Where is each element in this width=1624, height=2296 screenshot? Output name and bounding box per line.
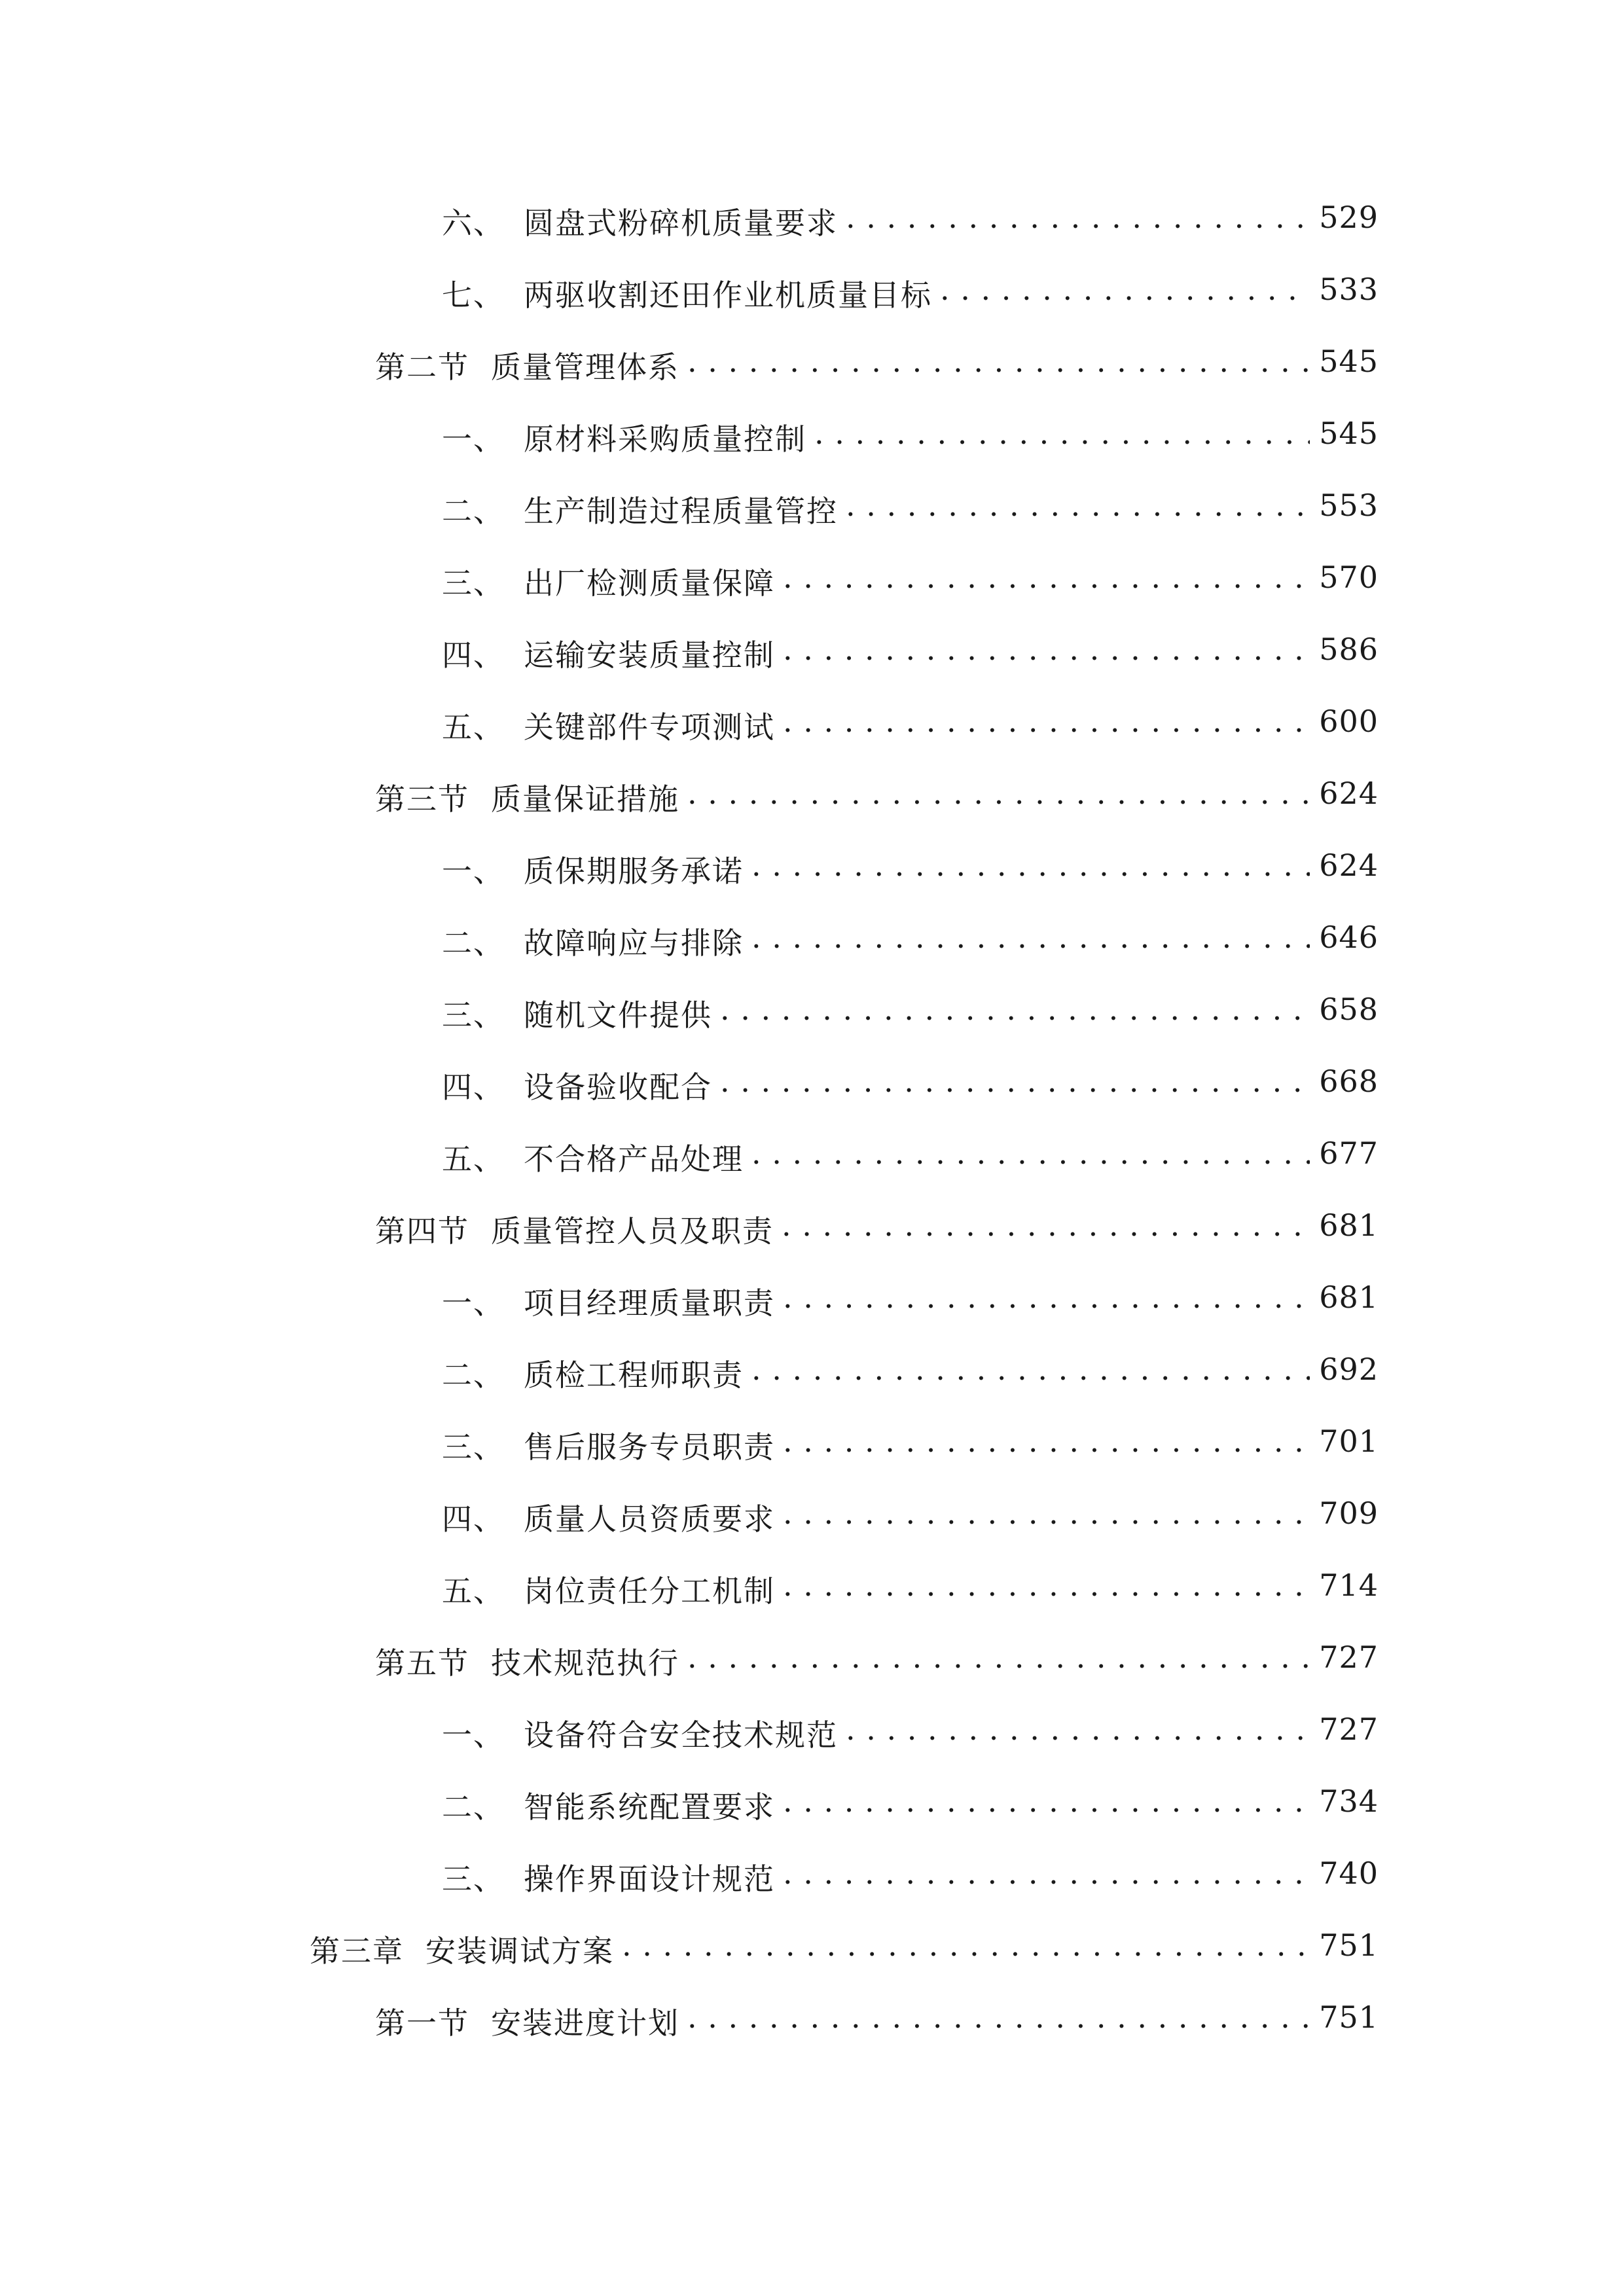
toc-entry-number: 五、 xyxy=(442,1141,505,1177)
toc-entry-number: 五、 xyxy=(442,709,505,745)
toc-entry-number: 二、 xyxy=(442,925,505,961)
toc-entry-title: 两驱收割还田作业机质量目标 xyxy=(524,278,932,313)
toc-leader-dots xyxy=(814,416,1310,451)
toc-leader-dots xyxy=(846,200,1310,235)
toc-entry-title: 项目经理质量职责 xyxy=(524,1285,775,1321)
toc-entry-page-number: 677 xyxy=(1319,1136,1379,1171)
toc-entry[interactable] xyxy=(0,1476,1624,1548)
toc-entry[interactable] xyxy=(0,1692,1624,1764)
toc-entry-page-number: 529 xyxy=(1319,200,1379,235)
toc-entry-number: 第一节 xyxy=(375,2005,469,2041)
toc-leader-dots xyxy=(751,920,1310,955)
toc-entry-title: 岗位责任分工机制 xyxy=(524,1573,775,1609)
toc-entry[interactable] xyxy=(0,1332,1624,1404)
toc-entry-page-number: 751 xyxy=(1319,2000,1379,2035)
toc-leader-dots xyxy=(940,272,1310,307)
toc-entry-page-number: 734 xyxy=(1319,1784,1379,1819)
toc-entry[interactable] xyxy=(0,1188,1624,1260)
toc-entry[interactable] xyxy=(0,972,1624,1044)
toc-entry-number: 第二节 xyxy=(375,350,469,385)
toc-leader-dots xyxy=(783,632,1310,667)
toc-entry[interactable] xyxy=(0,396,1624,468)
toc-entry-title: 出厂检测质量保障 xyxy=(524,565,775,601)
toc-entry-title: 智能系统配置要求 xyxy=(524,1789,775,1825)
toc-entry-title: 操作界面设计规范 xyxy=(524,1861,775,1897)
toc-leader-dots xyxy=(783,560,1310,595)
toc-entry-page-number: 727 xyxy=(1319,1712,1379,1747)
toc-entry-number: 二、 xyxy=(442,1789,505,1825)
toc-leader-dots xyxy=(783,1784,1310,1819)
toc-entry-number: 二、 xyxy=(442,493,505,529)
toc-entry-title: 不合格产品处理 xyxy=(524,1141,744,1177)
toc-entry[interactable] xyxy=(0,468,1624,540)
toc-leader-dots xyxy=(751,1352,1310,1387)
toc-leader-dots xyxy=(846,1712,1310,1747)
toc-entry-number: 四、 xyxy=(442,1501,505,1537)
toc-entry-title: 设备验收配合 xyxy=(524,1069,712,1105)
toc-entry-page-number: 545 xyxy=(1319,344,1379,379)
toc-entry-page-number: 701 xyxy=(1319,1424,1379,1459)
toc-entry-title: 技术规范执行 xyxy=(491,1645,679,1681)
toc-entry-number: 七、 xyxy=(442,278,505,313)
toc-entry[interactable] xyxy=(0,324,1624,396)
toc-leader-dots xyxy=(687,776,1310,811)
toc-leader-dots xyxy=(782,1208,1310,1243)
toc-entry-title: 原材料采购质量控制 xyxy=(524,422,806,457)
toc-entry[interactable] xyxy=(0,1908,1624,1980)
toc-entry-page-number: 586 xyxy=(1319,632,1379,667)
toc-entry[interactable] xyxy=(0,1116,1624,1188)
toc-leader-dots xyxy=(687,2000,1310,2035)
toc-entry-number: 第四节 xyxy=(375,1213,469,1249)
toc-entry-number: 四、 xyxy=(442,637,505,673)
toc-entry-title: 设备符合安全技术规范 xyxy=(524,1717,838,1753)
toc-entry-page-number: 553 xyxy=(1319,488,1379,523)
toc-leader-dots xyxy=(783,1568,1310,1603)
toc-entry-page-number: 751 xyxy=(1319,1928,1379,1963)
toc-entry-page-number: 545 xyxy=(1319,416,1379,451)
toc-entry-page-number: 533 xyxy=(1319,272,1379,307)
toc-entry[interactable] xyxy=(0,1260,1624,1332)
toc-entry-page-number: 740 xyxy=(1319,1856,1379,1891)
toc-entry-number: 第三章 xyxy=(310,1933,404,1969)
toc-entry[interactable] xyxy=(0,540,1624,612)
toc-entry-number: 四、 xyxy=(442,1069,505,1105)
toc-entry[interactable] xyxy=(0,612,1624,684)
toc-entry[interactable] xyxy=(0,828,1624,900)
toc-entry-title: 质量人员资质要求 xyxy=(524,1501,775,1537)
toc-leader-dots xyxy=(783,704,1310,739)
toc-entry-title: 质量保证措施 xyxy=(491,781,679,817)
toc-entry-number: 三、 xyxy=(442,1861,505,1897)
toc-entry-number: 第五节 xyxy=(375,1645,469,1681)
toc-entry-page-number: 600 xyxy=(1319,704,1379,739)
toc-entry-page-number: 709 xyxy=(1319,1496,1379,1531)
toc-leader-dots xyxy=(783,1424,1310,1459)
toc-entry-number: 一、 xyxy=(442,1717,505,1753)
toc-entry-title: 质保期服务承诺 xyxy=(524,853,744,889)
toc-entry[interactable] xyxy=(0,1980,1624,2052)
toc-entry-page-number: 624 xyxy=(1319,776,1379,811)
toc-entry[interactable] xyxy=(0,1044,1624,1116)
toc-leader-dots xyxy=(720,1064,1310,1099)
toc-entry-title: 安装调试方案 xyxy=(425,1933,614,1969)
toc-entry-number: 一、 xyxy=(442,422,505,457)
toc-entry-title: 质检工程师职责 xyxy=(524,1357,744,1393)
toc-entry-page-number: 646 xyxy=(1319,920,1379,955)
toc-entry-number: 三、 xyxy=(442,565,505,601)
toc-entry-page-number: 658 xyxy=(1319,992,1379,1027)
toc-entry[interactable] xyxy=(0,1764,1624,1836)
toc-entry[interactable] xyxy=(0,1548,1624,1620)
toc-entry[interactable] xyxy=(0,1620,1624,1692)
toc-leader-dots xyxy=(622,1928,1310,1963)
toc-entry-title: 圆盘式粉碎机质量要求 xyxy=(524,206,838,241)
toc-leader-dots xyxy=(720,992,1310,1027)
toc-entry-title: 售后服务专员职责 xyxy=(524,1429,775,1465)
toc-entry-title: 运输安装质量控制 xyxy=(524,637,775,673)
toc-entry-number: 第三节 xyxy=(375,781,469,817)
toc-leader-dots xyxy=(783,1280,1310,1315)
toc-entry-title: 质量管控人员及职责 xyxy=(491,1213,774,1249)
toc-entry[interactable] xyxy=(0,252,1624,324)
toc-entry-title: 故障响应与排除 xyxy=(524,925,744,961)
toc-entry-page-number: 681 xyxy=(1319,1280,1379,1315)
toc-entry[interactable] xyxy=(0,180,1624,252)
toc-entry[interactable] xyxy=(0,1404,1624,1476)
toc-leader-dots xyxy=(687,1640,1310,1675)
toc-entry-number: 五、 xyxy=(442,1573,505,1609)
toc-entry-page-number: 624 xyxy=(1319,848,1379,883)
toc-entry-number: 一、 xyxy=(442,1285,505,1321)
toc-leader-dots xyxy=(751,848,1310,883)
toc-entry-title: 生产制造过程质量管控 xyxy=(524,493,838,529)
toc-entry-title: 安装进度计划 xyxy=(491,2005,679,2041)
toc-entry[interactable] xyxy=(0,684,1624,756)
toc-entry-page-number: 714 xyxy=(1319,1568,1379,1603)
toc-leader-dots xyxy=(846,488,1310,523)
toc-entry-title: 质量管理体系 xyxy=(491,350,679,385)
toc-leader-dots xyxy=(751,1136,1310,1171)
toc-entry-number: 二、 xyxy=(442,1357,505,1393)
toc-entry-title: 随机文件提供 xyxy=(524,997,712,1033)
toc-entry-number: 六、 xyxy=(442,206,505,241)
toc-leader-dots xyxy=(687,344,1310,379)
toc-leader-dots xyxy=(783,1496,1310,1531)
toc-entry[interactable] xyxy=(0,1836,1624,1908)
toc-entry-number: 三、 xyxy=(442,997,505,1033)
toc-leader-dots xyxy=(783,1856,1310,1891)
toc-entry-page-number: 668 xyxy=(1319,1064,1379,1099)
toc-entry[interactable] xyxy=(0,900,1624,972)
toc-entry-page-number: 681 xyxy=(1319,1208,1379,1243)
toc-entry-number: 一、 xyxy=(442,853,505,889)
toc-entry-page-number: 570 xyxy=(1319,560,1379,595)
toc-entry[interactable] xyxy=(0,756,1624,828)
toc-entry-page-number: 692 xyxy=(1319,1352,1379,1387)
toc-entry-number: 三、 xyxy=(442,1429,505,1465)
toc-entry-page-number: 727 xyxy=(1319,1640,1379,1675)
toc-entry-title: 关键部件专项测试 xyxy=(524,709,775,745)
